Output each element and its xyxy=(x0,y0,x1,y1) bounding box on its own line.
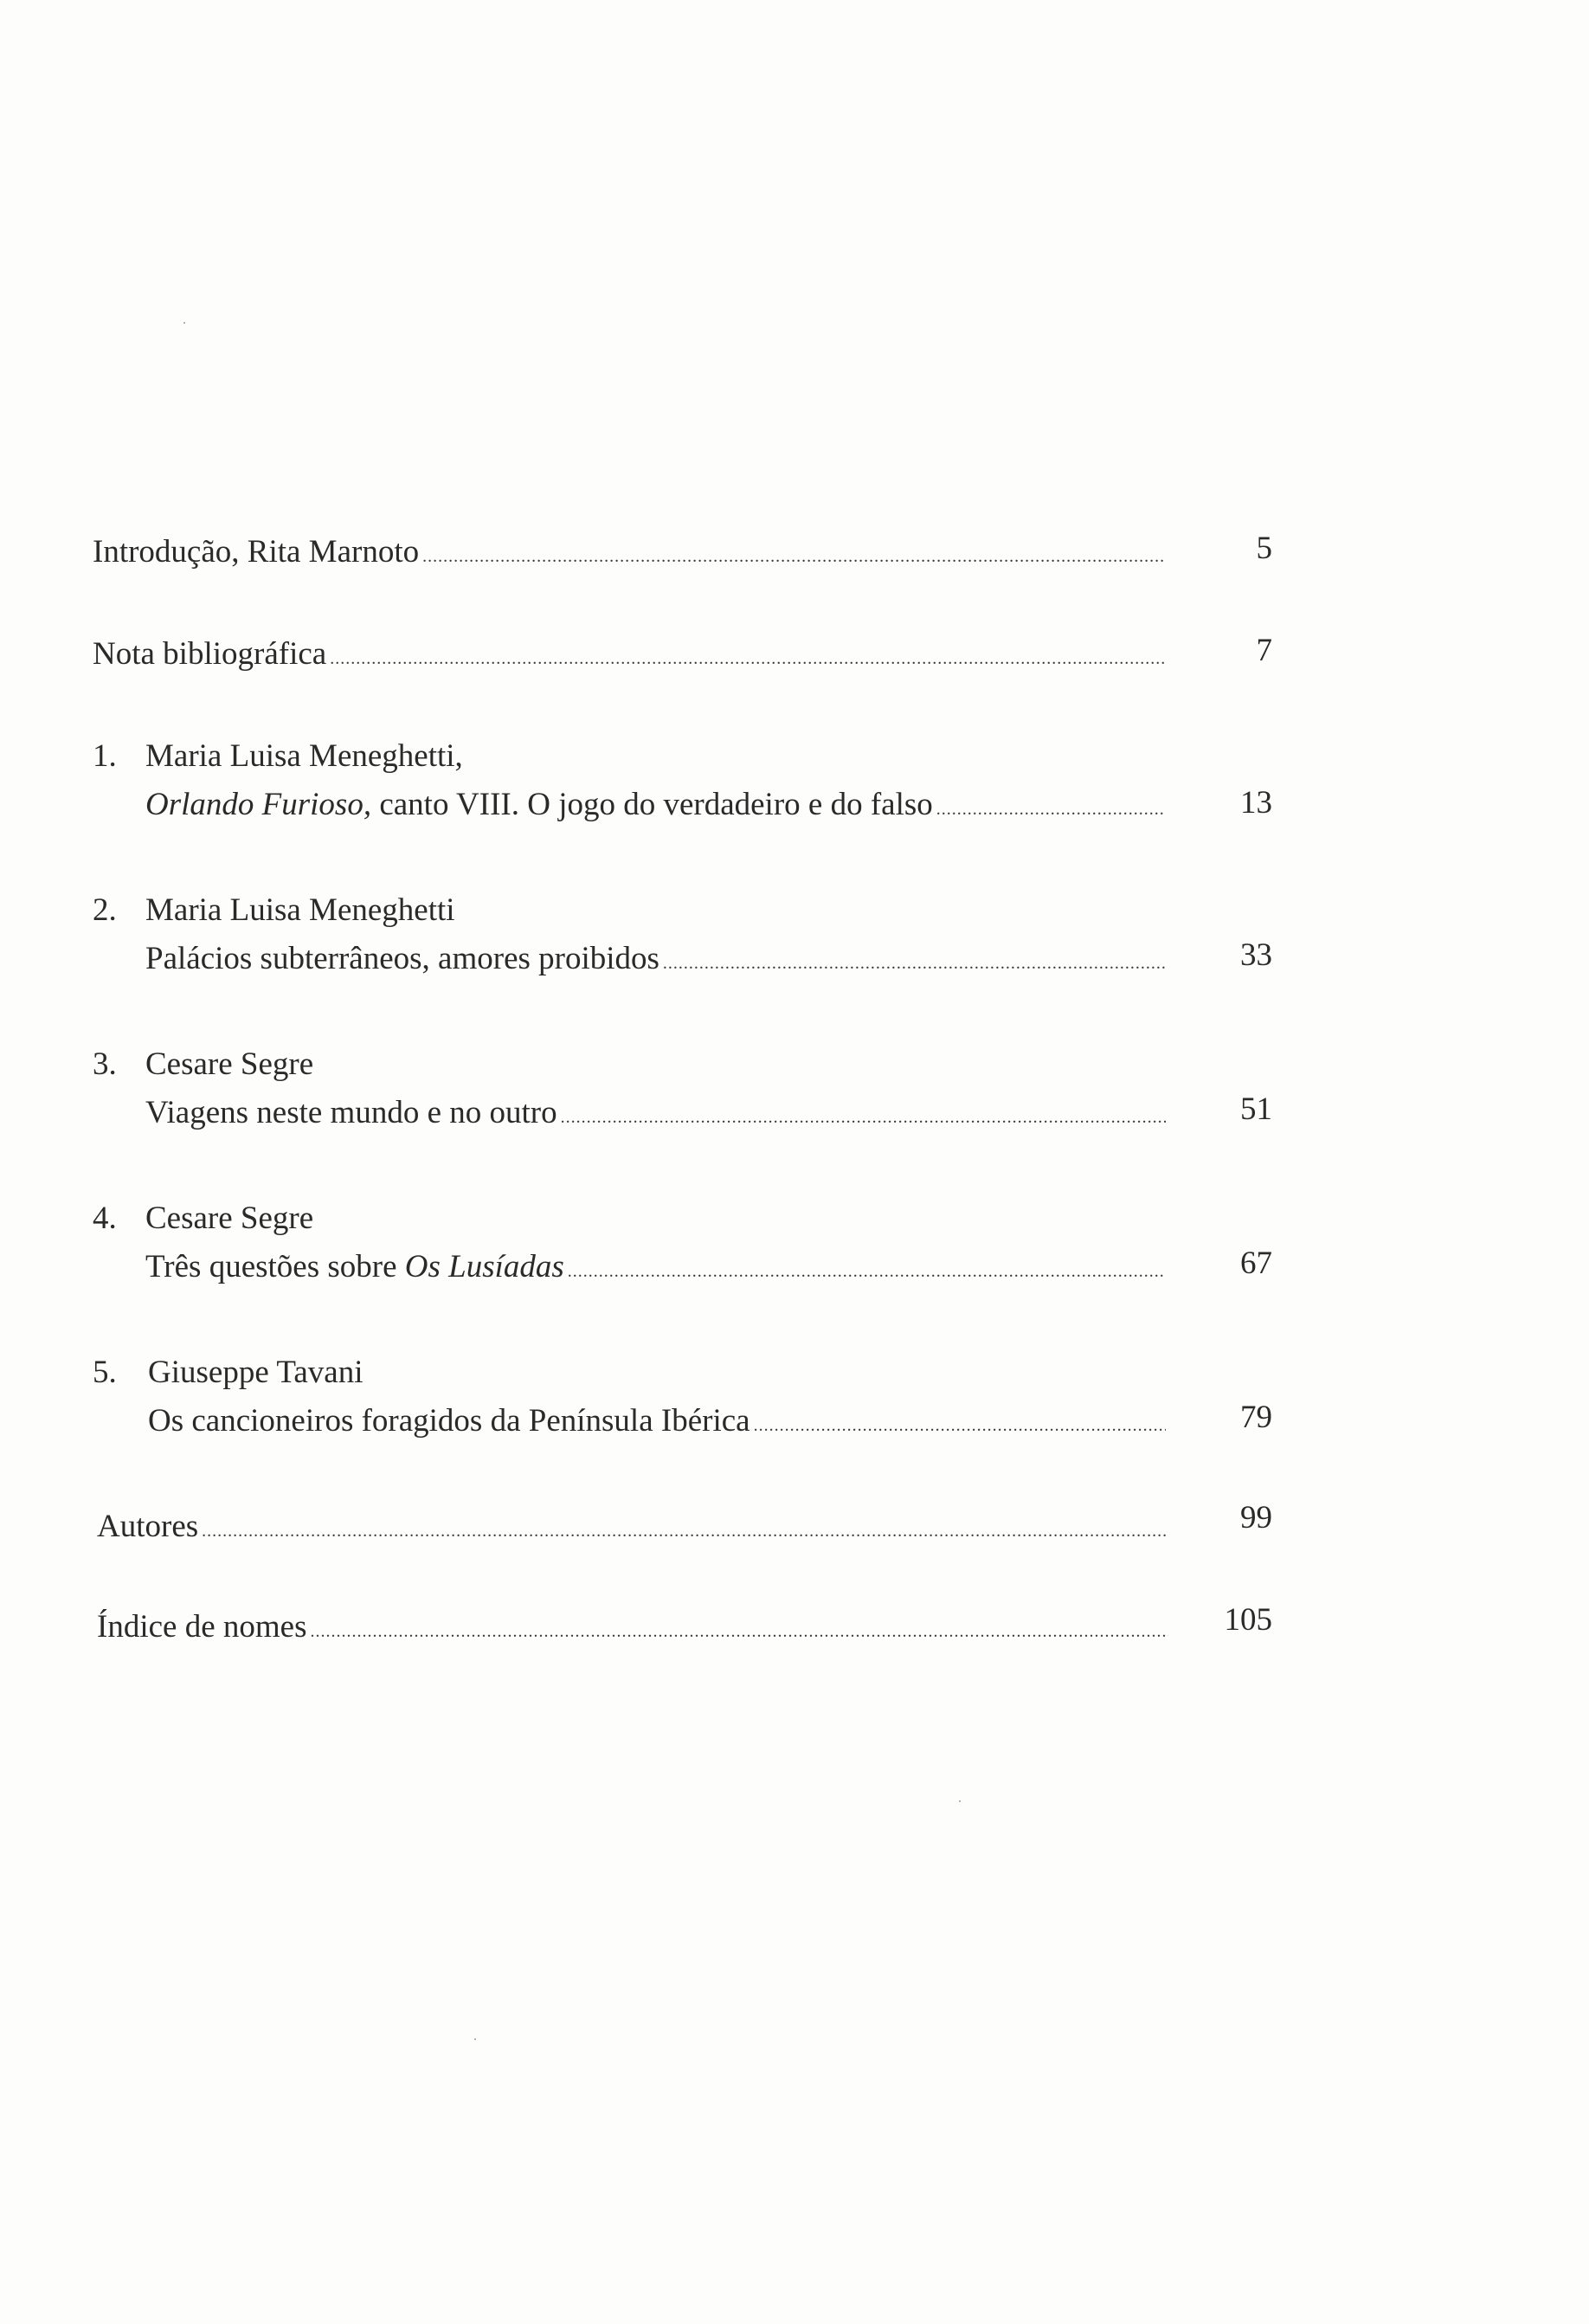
dot-leader xyxy=(326,633,1166,685)
entry-title: Viagens neste mundo e no outro xyxy=(145,1095,557,1130)
dot-leader xyxy=(659,937,1166,989)
dot-leader xyxy=(750,1400,1166,1452)
toc-entry-chapter-1 xyxy=(145,779,1166,831)
entry-title: Nota bibliográfica xyxy=(93,636,327,672)
chapter-number: 4. xyxy=(93,1201,117,1236)
page-number: 13 xyxy=(1240,785,1272,821)
toc-entry-chapter-4 xyxy=(145,1241,1166,1293)
chapter-author: Cesare Segre xyxy=(145,1201,314,1236)
chapter-author: Cesare Segre xyxy=(145,1046,314,1082)
toc-entry-chapter-2 xyxy=(145,933,1166,985)
chapter-author: Giuseppe Tavani xyxy=(148,1355,363,1390)
chapter-author: Maria Luisa Meneghetti xyxy=(145,892,455,928)
title-rest: canto VIII. O jogo do verdadeiro e do falso xyxy=(371,787,933,822)
entry-title: Índice de nomes xyxy=(97,1609,307,1645)
page-number: 105 xyxy=(1224,1602,1272,1638)
dot-leader xyxy=(933,783,1166,835)
entry-title: Autores xyxy=(97,1509,199,1544)
entry-title: Os cancioneiros foragidos da Península Ibérica xyxy=(148,1403,750,1439)
scan-speck xyxy=(474,2038,476,2040)
chapter-number: 3. xyxy=(93,1046,117,1082)
page-number: 79 xyxy=(1240,1400,1272,1435)
toc-entry-indice-de-nomes xyxy=(97,1601,1168,1653)
chapter-number: 1. xyxy=(93,738,117,774)
entry-title xyxy=(145,779,933,831)
toc-entry-chapter-3 xyxy=(145,1087,1166,1139)
dot-leader xyxy=(564,1246,1166,1297)
page-number: 7 xyxy=(1256,633,1272,668)
dot-leader xyxy=(419,531,1166,583)
title-italic: Orlando Furioso, xyxy=(145,787,372,822)
entry-title: Introdução, Rita Marnoto xyxy=(93,534,420,570)
scan-speck xyxy=(959,1800,961,1802)
toc-entry-autores xyxy=(97,1501,1168,1553)
toc-entry-introducao xyxy=(93,526,1166,578)
entry-title: Palácios subterrâneos, amores proibidos xyxy=(145,941,659,976)
page-number: 5 xyxy=(1256,531,1272,566)
chapter-number: 5. xyxy=(93,1355,117,1390)
chapter-number: 2. xyxy=(93,892,117,928)
dot-leader xyxy=(306,1606,1168,1658)
entry-title xyxy=(145,1241,564,1293)
chapter-author: Maria Luisa Meneghetti, xyxy=(145,738,463,774)
toc-entry-chapter-5 xyxy=(148,1395,1166,1447)
page-number: 99 xyxy=(1240,1500,1272,1535)
title-italic: Os Lusíadas xyxy=(404,1249,564,1284)
dot-leader xyxy=(557,1091,1166,1143)
page-number: 51 xyxy=(1240,1091,1272,1127)
toc-entry-nota-bibliografica xyxy=(93,628,1166,680)
page-number: 33 xyxy=(1240,937,1272,973)
scan-speck xyxy=(183,322,185,324)
title-start: Três questões sobre xyxy=(145,1249,405,1284)
page-number: 67 xyxy=(1240,1246,1272,1281)
dot-leader xyxy=(198,1505,1168,1557)
